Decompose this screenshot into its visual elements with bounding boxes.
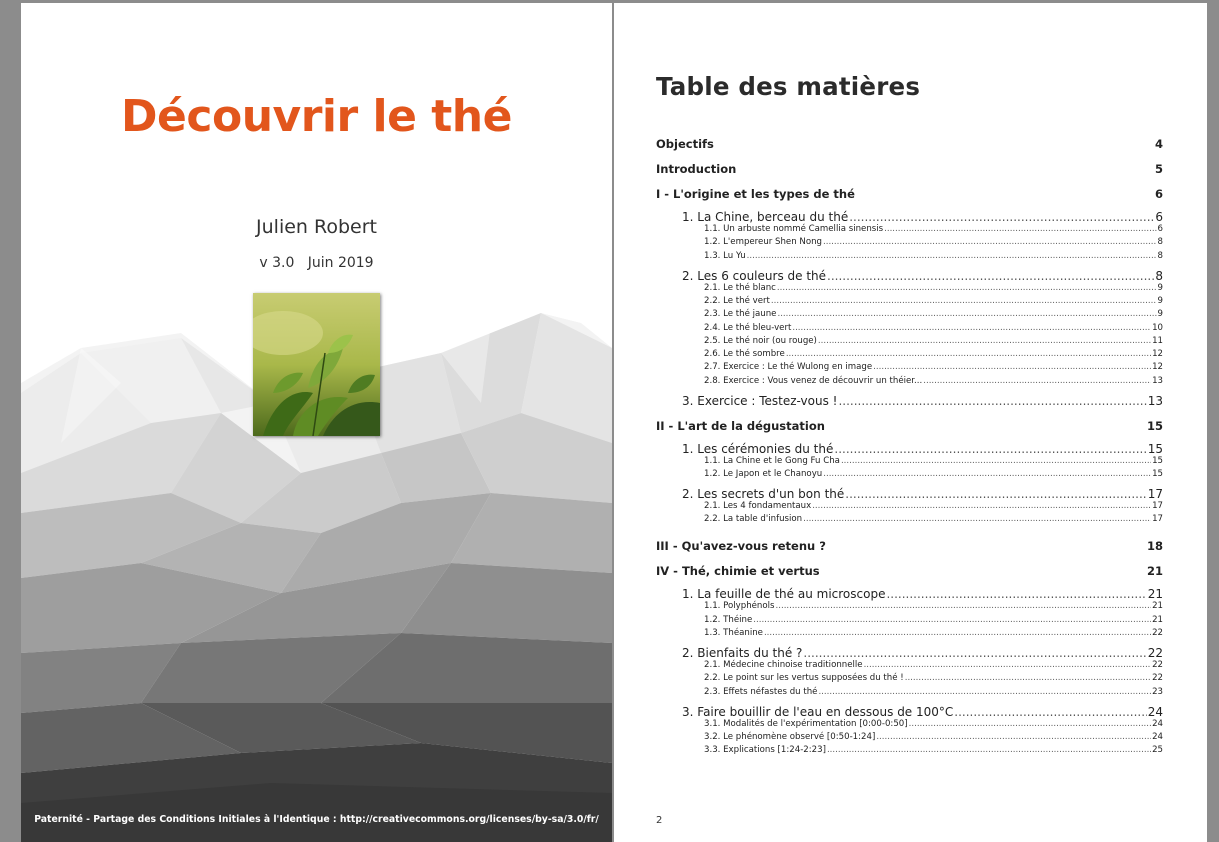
toc-entry-label: 2. Les 6 couleurs de thé [682,268,827,283]
toc-entry-page: 15 [1146,418,1163,433]
toc-entry-page: 4 [1154,137,1163,151]
toc-entry-level2[interactable] [656,269,1163,283]
toc-entry-level1[interactable] [656,539,1163,553]
toc-entry-level1[interactable] [656,187,1163,201]
toc-dot-leader [786,349,1151,359]
toc-entry-page: 22 [1152,627,1163,638]
toc-entry-level1[interactable] [656,137,1163,151]
toc-dot-leader [909,719,1151,729]
toc-entry-page: 21 [1152,601,1163,612]
toc-entry-page: 22 [1152,659,1163,670]
toc-entry-label: Objectifs [656,137,714,151]
toc-entry-label: 2.3. Le thé jaune [704,309,777,320]
toc-entry-level3[interactable] [656,456,1163,466]
toc-page [614,3,1207,842]
toc-entry-label: 3. Faire bouillir de l'eau en dessous de 100°C [682,704,954,719]
toc-dot-leader [923,376,1151,386]
page-number: 2 [656,815,663,826]
toc-entry-label: 2.2. La table d'infusion [704,514,803,525]
toc-entry-label: 1. La feuille de thé au microscope [682,587,886,602]
toc-entry-level3[interactable] [656,719,1163,729]
toc-dot-leader [771,296,1157,306]
tea-leaves-image [253,293,380,436]
toc-entry-label: 1.1. La Chine et le Gong Fu Cha [704,455,840,466]
toc-entry-page: 13 [1147,393,1163,408]
toc-entry-label: 2.1. Les 4 fondamentaux [704,501,812,511]
toc-entry-label: 1.2. Le Japon et le Chanoyu [704,469,823,479]
toc-entry-label: 2.8. Exercice : Vous venez de découvrir un théier... [704,375,923,386]
toc-entry-level3[interactable] [656,732,1163,742]
toc-entry-level3[interactable] [656,362,1163,372]
author-name: Julien Robert [256,216,377,238]
toc-entry-page: 21 [1152,614,1163,625]
toc-entry-page: 21 [1146,564,1163,579]
toc-entry-level3[interactable] [656,336,1163,346]
toc-entry-level2[interactable] [656,394,1163,408]
toc-dot-leader [818,687,1151,697]
toc-entry-page: 8 [1155,268,1163,283]
toc-entry-page: 23 [1152,686,1163,697]
toc-entry-page: 6 [1154,187,1163,201]
toc-entry-label: I - L'origine et les types de thé [656,187,855,201]
toc-entry-page: 15 [1152,469,1163,479]
toc-entry-level2[interactable] [656,487,1163,501]
toc-entry-level3[interactable] [656,501,1163,511]
toc-entry-level3[interactable] [656,296,1163,306]
toc-dot-leader [792,323,1151,333]
toc-entry-label: 3. Exercice : Testez-vous ! [682,393,838,408]
toc-dot-leader [838,394,1146,408]
toc-dot-leader [834,442,1146,456]
toc-entry-level3[interactable] [656,660,1163,670]
toc-entry-label: 1.3. Théanine [704,627,763,638]
toc-entry-page: 8 [1157,237,1163,248]
toc-entry-page: 10 [1152,322,1163,333]
toc-entry-page: 17 [1152,501,1163,511]
toc-entry-level2[interactable] [656,442,1163,456]
toc-entry-label: 1.2. Théine [704,614,753,625]
toc-entry-label: Introduction [656,162,737,176]
toc-entry-label: 2.1. Le thé blanc [704,282,776,293]
toc-entry-level3[interactable] [656,673,1163,683]
toc-dot-leader [823,237,1157,247]
toc-entry-level3[interactable] [656,283,1163,293]
toc-entry-level3[interactable] [656,514,1163,524]
toc-entry-level3[interactable] [656,615,1163,625]
toc-entry-label: III - Qu'avez-vous retenu ? [656,539,826,554]
toc-dot-leader [777,283,1157,293]
toc-dot-leader [747,251,1157,261]
toc-entry-label: 1.2. L'empereur Shen Nong [704,237,822,248]
toc-dot-leader [905,673,1151,683]
toc-entry-label: 2.6. Le thé sombre [704,349,785,360]
toc-entry-label: 1.1. Un arbuste nommé Camellia sinensis [704,224,884,234]
toc-entry-page: 12 [1152,349,1163,360]
toc-dot-leader [827,269,1154,283]
toc-entry-level1[interactable] [656,162,1163,176]
toc-entry-label: 2. Les secrets d'un bon thé [682,487,845,501]
toc-entry-label: IV - Thé, chimie et vertus [656,564,820,579]
toc-entry-label: 3.1. Modalités de l'expérimentation [0:00-0:50] [704,718,908,729]
toc-entry-label: 2.1. Médecine chinoise traditionnelle [704,659,863,670]
toc-entry-label: 2. Bienfaits du thé ? [682,645,803,660]
toc-entry-page: 6 [1155,210,1163,224]
toc-dot-leader [884,224,1156,234]
toc-dot-leader [886,587,1146,601]
toc-entry-page: 11 [1152,335,1163,346]
toc-entry-page: 15 [1152,455,1163,466]
toc-dot-leader [827,745,1151,755]
toc-dot-leader [818,336,1151,346]
toc-entry-label: 2.7. Exercice : Le thé Wulong en image [704,362,873,373]
toc-entry-page: 24 [1147,704,1163,719]
toc-entry-page: 25 [1152,745,1163,756]
toc-dot-leader [812,501,1151,511]
toc-entry-level1[interactable] [656,564,1163,578]
toc-entry-label: 2.5. Le thé noir (ou rouge) [704,335,817,346]
toc-entry-page: 17 [1147,487,1163,501]
toc-entry-page: 5 [1154,162,1163,176]
toc-dot-leader [845,487,1146,501]
toc-entry-level3[interactable] [656,251,1163,261]
toc-entry-level3[interactable] [656,745,1163,755]
toc-dot-leader [876,732,1151,742]
toc-dot-leader [803,646,1146,660]
toc-dot-leader [849,210,1154,224]
toc-dot-leader [841,456,1151,466]
toc-dot-leader [873,362,1151,372]
version-date: v 3.0 Juin 2019 [259,255,374,271]
toc-entry-level3[interactable] [656,628,1163,638]
toc-entry-label: 1. La Chine, berceau du thé [682,210,849,224]
toc-entry-label: 1.3. Lu Yu [704,250,746,261]
toc-entry-level3[interactable] [656,309,1163,319]
toc-entry-label: 3.3. Explications [1:24-2:23] [704,745,826,756]
toc-dot-leader [753,615,1151,625]
toc-entry-page: 9 [1157,309,1163,320]
toc-entry-page: 17 [1152,514,1163,525]
toc-entry-page: 18 [1146,539,1163,554]
toc-entry-label: 2.4. Le thé bleu-vert [704,322,792,333]
toc-entry-page: 22 [1152,673,1163,684]
toc-entry-label: 2.2. Le point sur les vertus supposées du thé ! [704,673,904,684]
toc-entry-page: 24 [1152,731,1163,742]
toc-heading: Table des matières [656,72,921,101]
toc-entry-label: 1. Les cérémonies du thé [682,441,834,456]
toc-entry-page: 22 [1147,645,1163,660]
toc-entry-page: 6 [1157,224,1163,234]
toc-entry-label: 1.1. Polyphénols [704,601,775,612]
toc-entry-label: 3.2. Le phénomène observé [0:50-1:24] [704,731,876,742]
toc-entry-page: 15 [1147,441,1163,456]
toc-entry-level3[interactable] [656,323,1163,333]
toc-entry-level1[interactable] [656,419,1163,433]
toc-dot-leader [777,309,1156,319]
toc-entry-page: 12 [1152,362,1163,373]
toc-entry-page: 24 [1152,718,1163,729]
toc-entry-level3[interactable] [656,376,1163,386]
toc-entry-level3[interactable] [656,687,1163,697]
toc-entry-level2[interactable] [656,587,1163,601]
toc-entry-level3[interactable] [656,349,1163,359]
toc-dot-leader [776,601,1152,611]
toc-entry-page: 21 [1147,587,1163,602]
toc-dot-leader [764,628,1151,638]
toc-entry-page: 13 [1152,375,1163,386]
toc-entry-label: 2.3. Effets néfastes du thé [704,686,818,697]
toc-dot-leader [954,705,1146,719]
toc-entry-level2[interactable] [656,210,1163,224]
toc-dot-leader [864,660,1151,670]
toc-entry-page: 9 [1157,295,1163,306]
toc-entry-label: II - L'art de la dégustation [656,418,825,433]
toc-entry-level2[interactable] [656,705,1163,719]
toc-dot-leader [823,469,1151,479]
toc-entry-page: 8 [1157,250,1163,261]
toc-entry-level3[interactable] [656,601,1163,611]
toc-entry-level3[interactable] [656,237,1163,247]
cover-page [21,3,612,842]
toc-entry-page: 9 [1157,282,1163,293]
toc-dot-leader [803,514,1151,524]
toc-entry-level3[interactable] [656,224,1163,234]
toc-entry-level2[interactable] [656,646,1163,660]
license-notice: Paternité - Partage des Conditions Initiales à l'Identique : http://creativecommons.org/licenses/by-sa/3.0/fr/ [34,814,599,825]
document-title: Découvrir le thé [121,91,512,142]
toc-entry-label: 2.2. Le thé vert [704,295,770,306]
toc-entry-level3[interactable] [656,469,1163,479]
